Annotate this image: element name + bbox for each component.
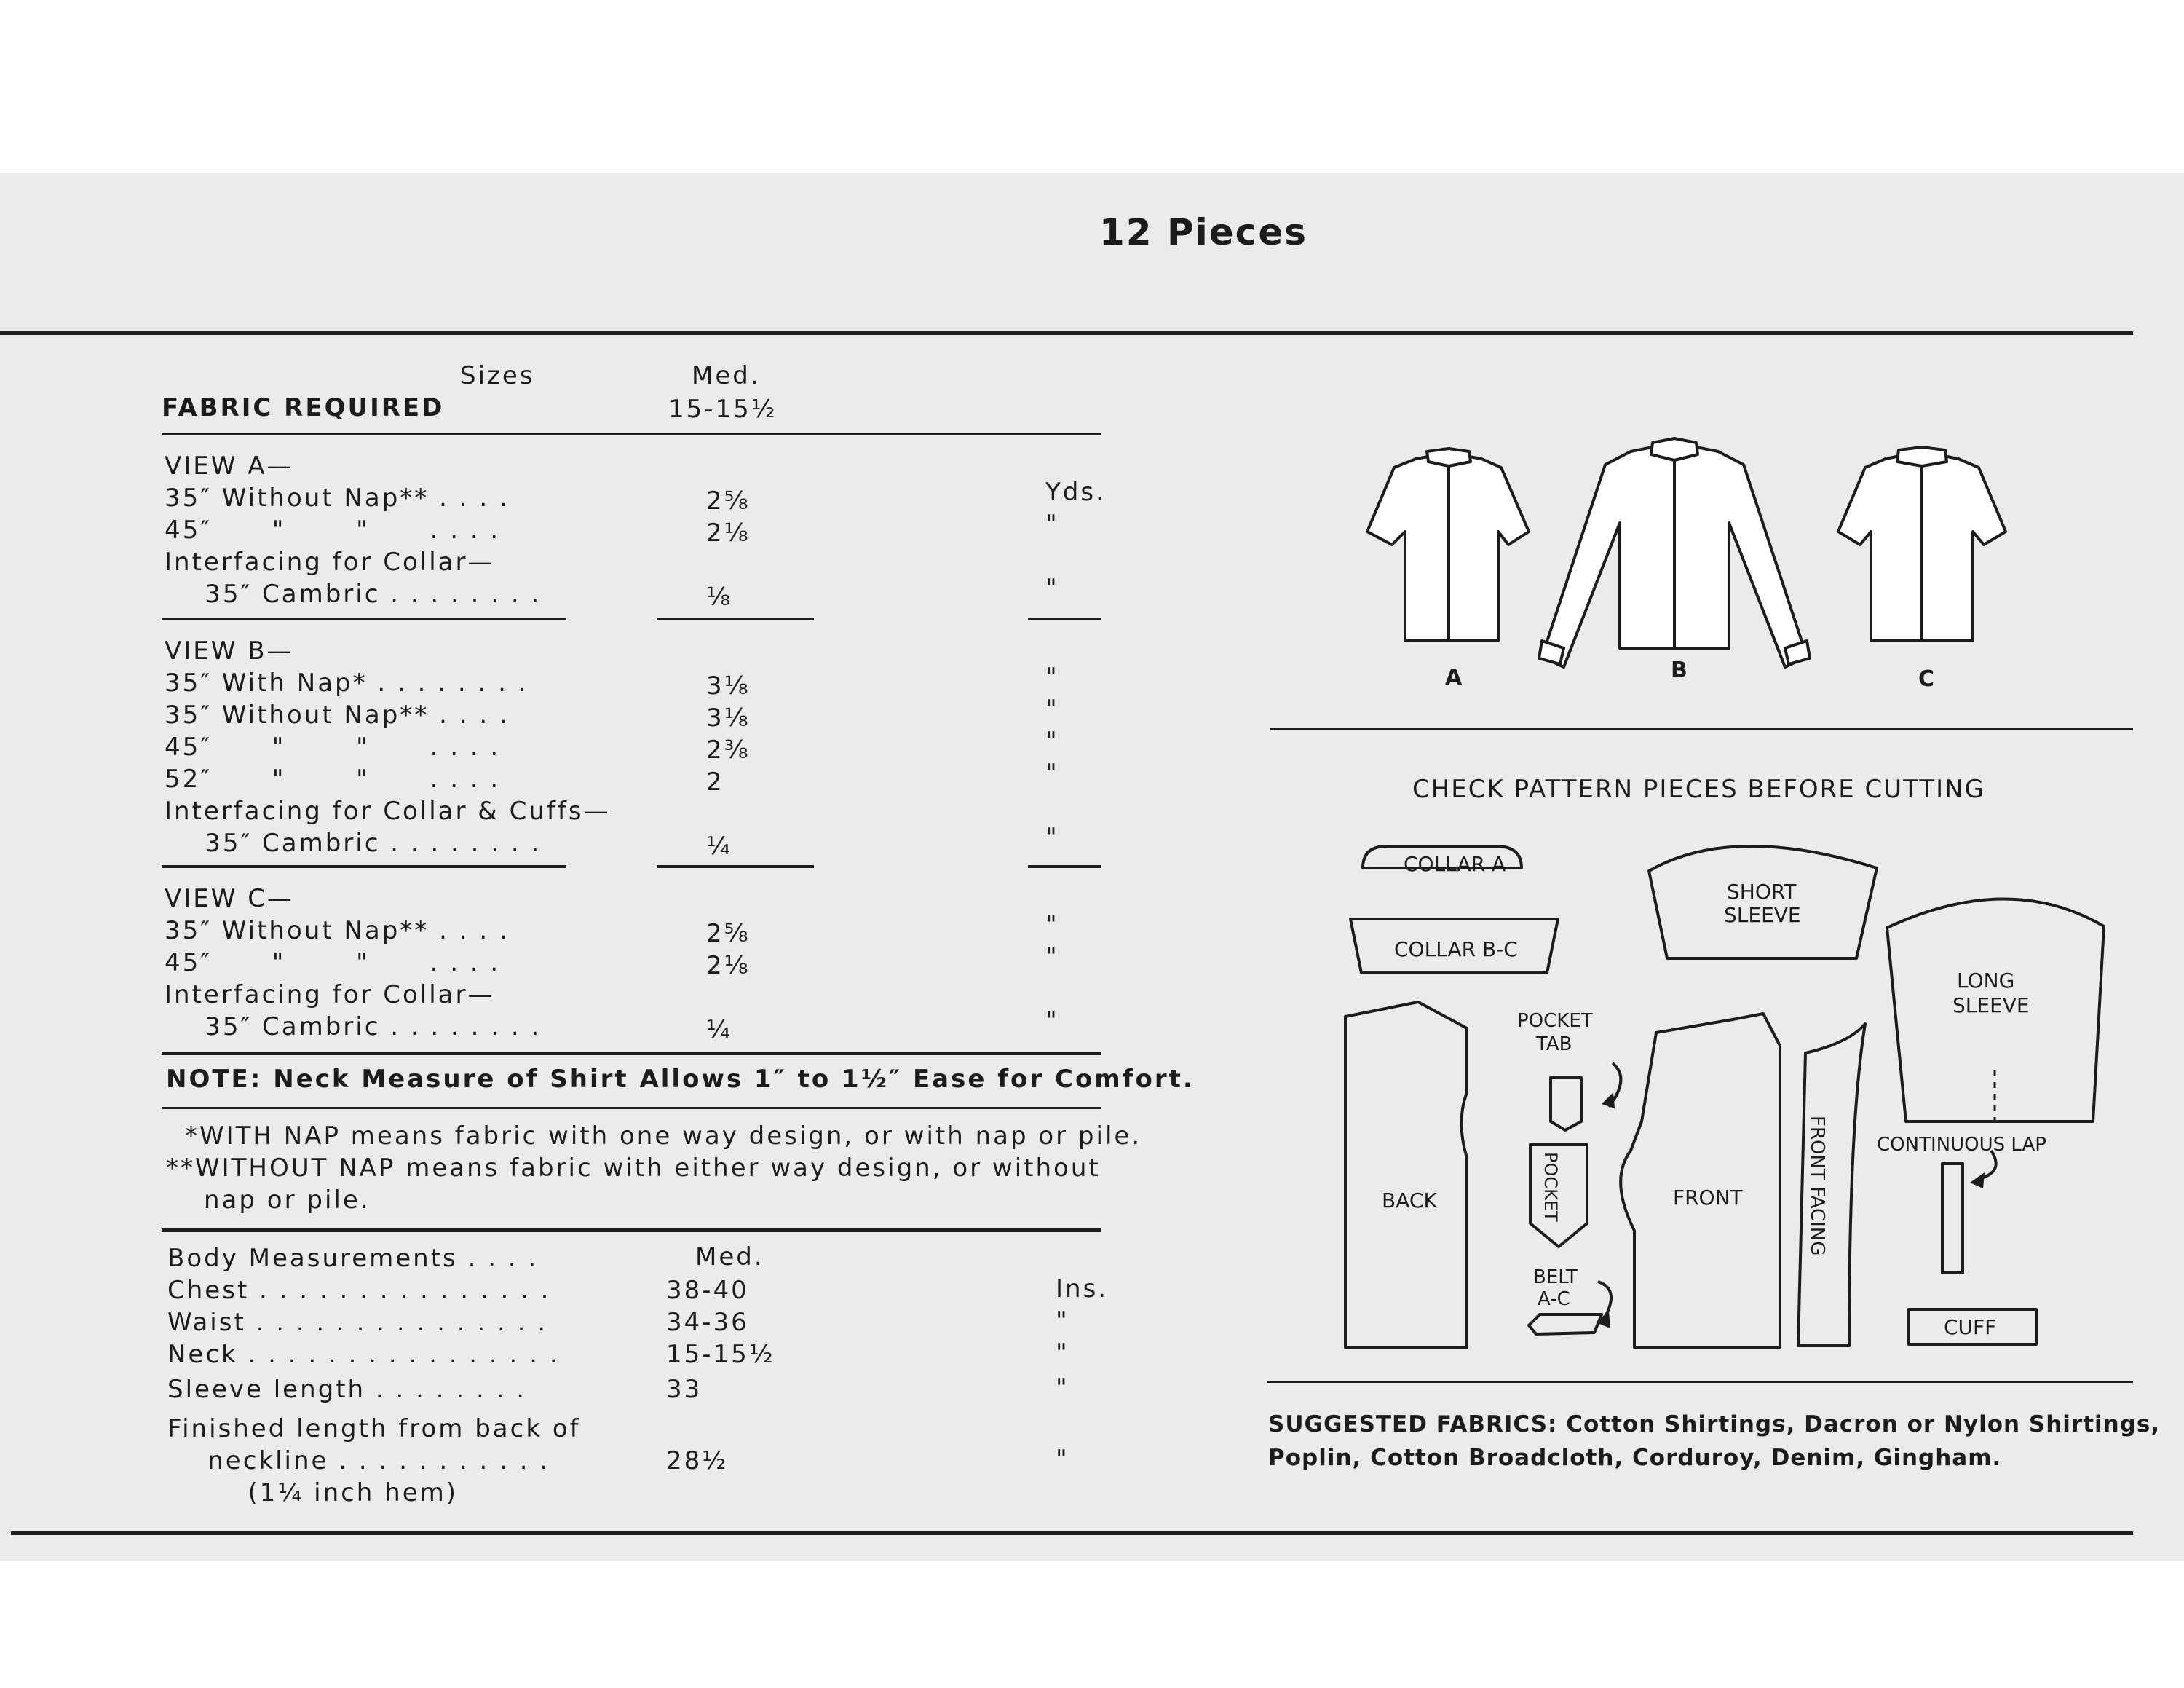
suggested-rule: [1267, 1381, 2133, 1383]
size-value: 15-15½: [668, 395, 778, 424]
body-row-unit: ": [1056, 1373, 1069, 1403]
fabric-row-label: Interfacing for Collar & Cuffs—: [165, 797, 611, 826]
fabric-row-label: 35″ Without Nap** . . . .: [165, 916, 510, 945]
suggested-fabrics-line-2: Poplin, Cotton Broadcloth, Corduroy, Denim, Gingham.: [1268, 1445, 2002, 1471]
without-nap-note-cont: nap or pile.: [204, 1186, 371, 1215]
fabric-row-quantity: ⅛: [706, 583, 732, 612]
garment-views-illustration: [1310, 422, 2126, 714]
short-sleeve-label-2: SLEEVE: [1724, 903, 1801, 927]
fabric-row-label: 35″ Cambric . . . . . . . .: [165, 1012, 542, 1041]
body-row-unit: Ins.: [1056, 1274, 1109, 1304]
body-row-unit: ": [1056, 1338, 1069, 1368]
sizes-label: Sizes: [460, 361, 535, 390]
body-size-name: Med.: [695, 1242, 764, 1271]
fabric-row-quantity: 3⅛: [706, 671, 751, 701]
view-section-rule: [657, 865, 814, 868]
continuous-lap-label: CONTINUOUS LAP: [1877, 1134, 2046, 1156]
note-rule-bottom: [162, 1107, 1101, 1109]
body-row-unit: ": [1056, 1445, 1069, 1474]
long-sleeve-label-2: SLEEVE: [1952, 993, 2030, 1017]
body-row-value: 34-36: [666, 1308, 749, 1337]
pocket-tab-piece: [1551, 1078, 1581, 1130]
body-row-label: Neck . . . . . . . . . . . . . . . .: [167, 1340, 560, 1369]
collar-bc-label: COLLAR B-C: [1394, 937, 1518, 961]
body-row-value: 33: [666, 1375, 703, 1404]
fabric-row-unit: ": [1045, 759, 1059, 788]
fabric-required-heading: FABRIC REQUIRED: [162, 393, 445, 422]
fabric-row-label: 45″ " " . . . .: [165, 948, 501, 977]
body-row-label: Sleeve length . . . . . . . .: [167, 1375, 527, 1404]
fabric-row-label: 35″ Without Nap** . . . .: [165, 701, 510, 730]
fabric-row-label: 35″ With Nap* . . . . . . . .: [165, 669, 529, 698]
fabric-row-unit: ": [1045, 663, 1059, 692]
fabric-row-label: 45″ " " . . . .: [165, 516, 501, 545]
top-rule: [0, 331, 2133, 335]
pocket-tab-label-1: POCKET: [1517, 1010, 1593, 1032]
fabric-row-quantity: 2⅜: [706, 735, 751, 765]
page-title: 12 Pieces: [1099, 211, 1307, 253]
view-c-label: C: [1918, 666, 1935, 692]
view-title: VIEW A—: [165, 451, 294, 481]
view-a-label: A: [1445, 665, 1463, 690]
belt-arrow: [1598, 1282, 1611, 1317]
fabric-row-quantity: 2: [706, 768, 724, 797]
fabric-row-unit: ": [1045, 727, 1059, 756]
fabric-row-unit: ": [1045, 695, 1059, 724]
fabric-row-label: Interfacing for Collar—: [165, 548, 495, 577]
with-nap-note: *WITH NAP means fabric with one way design, or with nap or pile.: [185, 1121, 1142, 1151]
fabric-row-quantity: 2⅛: [706, 951, 751, 980]
front-label: FRONT: [1673, 1186, 1743, 1210]
continuous-lap-piece: [1942, 1164, 1963, 1273]
fabric-row-unit: ": [1045, 1006, 1059, 1036]
back-piece: [1345, 1002, 1467, 1347]
belt-piece: [1529, 1314, 1602, 1334]
fabric-row-quantity: ¼: [706, 832, 732, 861]
check-pattern-heading: CHECK PATTERN PIECES BEFORE CUTTING: [1412, 775, 1985, 804]
body-row-label: neckline . . . . . . . . . . .: [167, 1446, 550, 1475]
view-a-shirt-sketch: [1367, 449, 1529, 641]
fabric-row-quantity: ¼: [706, 1015, 732, 1044]
note-rule-top: [162, 1052, 1101, 1055]
pocket-tab-label-2: TAB: [1536, 1033, 1572, 1055]
fabric-row-unit: ": [1045, 510, 1059, 539]
fabric-row-unit: ": [1045, 910, 1059, 939]
body-row-label: Finished length from back of: [167, 1414, 581, 1443]
belt-label-1: BELT: [1533, 1266, 1578, 1288]
body-row-label: Chest . . . . . . . . . . . . . . .: [167, 1276, 551, 1305]
suggested-fabrics-line-1: SUGGESTED FABRICS: Cotton Shirtings, Dacron or Nylon Shirtings,: [1268, 1411, 2161, 1437]
back-label: BACK: [1382, 1188, 1437, 1212]
view-b-shirt-sketch: [1539, 438, 1810, 667]
fabric-row-quantity: 2⅝: [706, 486, 751, 516]
view-title: VIEW B—: [165, 636, 294, 666]
view-b-label: B: [1671, 658, 1688, 683]
pattern-pieces-diagram: [1310, 830, 2126, 1354]
fabric-row-unit: ": [1045, 823, 1059, 852]
cuff-label: CUFF: [1944, 1315, 1997, 1339]
view-title: VIEW C—: [165, 884, 294, 913]
fabric-row-unit: ": [1045, 942, 1059, 971]
fabric-row-quantity: 2⅛: [706, 518, 751, 548]
body-rule: [162, 1228, 1101, 1232]
view-section-rule: [162, 865, 566, 868]
body-row-label: (1¼ inch hem): [167, 1478, 459, 1507]
illustration-rule: [1270, 728, 2133, 730]
view-section-rule: [657, 618, 814, 620]
body-row-value: 15-15½: [666, 1340, 775, 1369]
view-c-shirt-sketch: [1838, 447, 2006, 641]
body-measurements-heading: Body Measurements . . . .: [167, 1244, 539, 1273]
fabric-row-quantity: 3⅛: [706, 703, 751, 733]
fabric-row-label: 45″ " " . . . .: [165, 733, 501, 762]
view-section-rule: [1028, 865, 1101, 868]
fabric-row-label: 35″ Cambric . . . . . . . .: [165, 829, 542, 858]
bottom-rule: [11, 1531, 2133, 1535]
long-sleeve-label-1: LONG: [1957, 969, 2015, 993]
fabric-row-label: 35″ Without Nap** . . . .: [165, 484, 510, 513]
collar-a-label: COLLAR A: [1404, 852, 1506, 876]
front-piece: [1621, 1014, 1780, 1347]
body-row-value: 28½: [666, 1446, 729, 1475]
pocket-label: POCKET: [1540, 1152, 1561, 1222]
fabric-row-label: 52″ " " . . . .: [165, 765, 501, 794]
size-name: Med.: [692, 361, 761, 390]
front-facing-label: FRONT FACING: [1806, 1116, 1828, 1256]
body-row-label: Waist . . . . . . . . . . . . . . .: [167, 1308, 547, 1337]
short-sleeve-label-1: SHORT: [1727, 880, 1797, 904]
fabric-row-unit: Yds.: [1045, 478, 1106, 507]
fabric-row-label: Interfacing for Collar—: [165, 980, 495, 1009]
view-section-rule: [1028, 618, 1101, 620]
fabric-row-unit: ": [1045, 574, 1059, 603]
belt-label-2: A-C: [1538, 1288, 1570, 1310]
without-nap-note: **WITHOUT NAP means fabric with either way design, or without: [166, 1153, 1101, 1183]
fabric-row-quantity: 2⅝: [706, 919, 751, 948]
neck-note: NOTE: Neck Measure of Shirt Allows 1″ to 1½″ Ease for Comfort.: [166, 1065, 1195, 1094]
body-row-unit: ": [1056, 1306, 1069, 1336]
view-section-rule: [162, 618, 566, 620]
fabric-header-rule: [162, 433, 1101, 435]
body-row-value: 38-40: [666, 1276, 749, 1305]
fabric-row-label: 35″ Cambric . . . . . . . .: [165, 580, 542, 609]
